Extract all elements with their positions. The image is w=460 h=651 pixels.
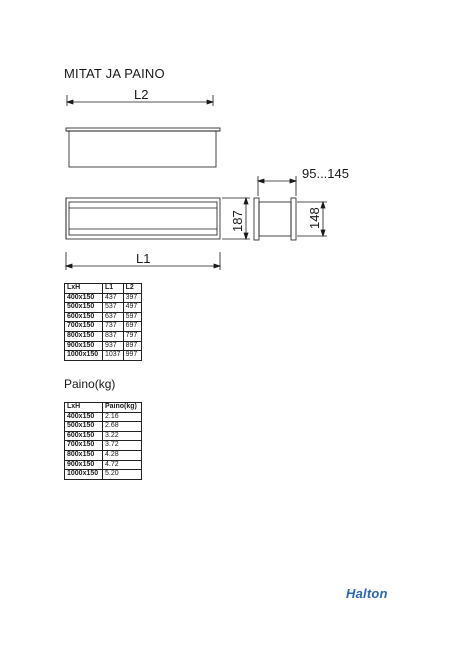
cell-l1: 737 [103, 322, 124, 332]
cell-l2: 597 [123, 312, 141, 322]
cell-lxh: 800x150 [65, 450, 103, 460]
table-row [65, 293, 142, 303]
cell-l2: 797 [123, 331, 141, 341]
height-front-label: 187 [230, 210, 245, 232]
cell-weight: 3.72 [103, 441, 142, 451]
cell-weight: 4.72 [103, 460, 142, 470]
cell-weight: 3.22 [103, 431, 142, 441]
cell-l2: 697 [123, 322, 141, 332]
cell-lxh: 700x150 [65, 441, 103, 451]
table-row [65, 322, 142, 332]
front-view [66, 198, 220, 239]
table-row [65, 351, 142, 361]
technical-drawing [0, 0, 460, 300]
cell-l1: 837 [103, 331, 124, 341]
cell-lxh: 500x150 [65, 422, 103, 432]
cell-lxh: 400x150 [65, 412, 103, 422]
table-row [65, 341, 142, 351]
cell-lxh: 900x150 [65, 341, 103, 351]
cell-lxh: 600x150 [65, 312, 103, 322]
table-row [65, 441, 142, 451]
cell-l1: 937 [103, 341, 124, 351]
depth-dimension [258, 176, 296, 196]
table-row [65, 312, 142, 322]
cell-l2: 997 [123, 351, 141, 361]
cell-l1: 537 [103, 303, 124, 313]
halton-logo: Halton [346, 586, 388, 601]
cell-l1: 637 [103, 312, 124, 322]
height-side-label: 148 [307, 207, 322, 229]
table-header-row [65, 403, 142, 413]
dimensions-table [64, 283, 142, 361]
table-row [65, 470, 142, 480]
cell-lxh: 900x150 [65, 460, 103, 470]
weight-heading: Paino(kg) [64, 377, 116, 391]
table-row [65, 303, 142, 313]
table-row [65, 450, 142, 460]
table-row [65, 331, 142, 341]
table-row [65, 431, 142, 441]
table-row [65, 460, 142, 470]
page-title: MITAT JA PAINO [64, 66, 165, 81]
cell-lxh: 1000x150 [65, 351, 103, 361]
header-lxh: LxH [65, 403, 103, 413]
cell-weight: 4.28 [103, 450, 142, 460]
cell-weight: 2.68 [103, 422, 142, 432]
table-row [65, 422, 142, 432]
top-view [66, 128, 220, 167]
cell-l1: 437 [103, 293, 124, 303]
header-lxh: LxH [65, 284, 103, 294]
cell-weight: 2.16 [103, 412, 142, 422]
cell-lxh: 700x150 [65, 322, 103, 332]
l2-label: L2 [134, 87, 149, 102]
header-weight: Paino(kg) [103, 403, 142, 413]
table-row [65, 412, 142, 422]
table-header-row [65, 284, 142, 294]
cell-l2: 397 [123, 293, 141, 303]
l1-label: L1 [136, 251, 151, 266]
cell-lxh: 800x150 [65, 331, 103, 341]
cell-lxh: 600x150 [65, 431, 103, 441]
cell-l2: 897 [123, 341, 141, 351]
cell-l2: 497 [123, 303, 141, 313]
cell-lxh: 400x150 [65, 293, 103, 303]
side-view [254, 198, 296, 240]
depth-label: 95...145 [302, 166, 349, 181]
cell-weight: 5.20 [103, 470, 142, 480]
header-l1: L1 [103, 284, 124, 294]
header-l2: L2 [123, 284, 141, 294]
weight-table [64, 402, 142, 480]
cell-lxh: 500x150 [65, 303, 103, 313]
cell-l1: 1037 [103, 351, 124, 361]
cell-lxh: 1000x150 [65, 470, 103, 480]
